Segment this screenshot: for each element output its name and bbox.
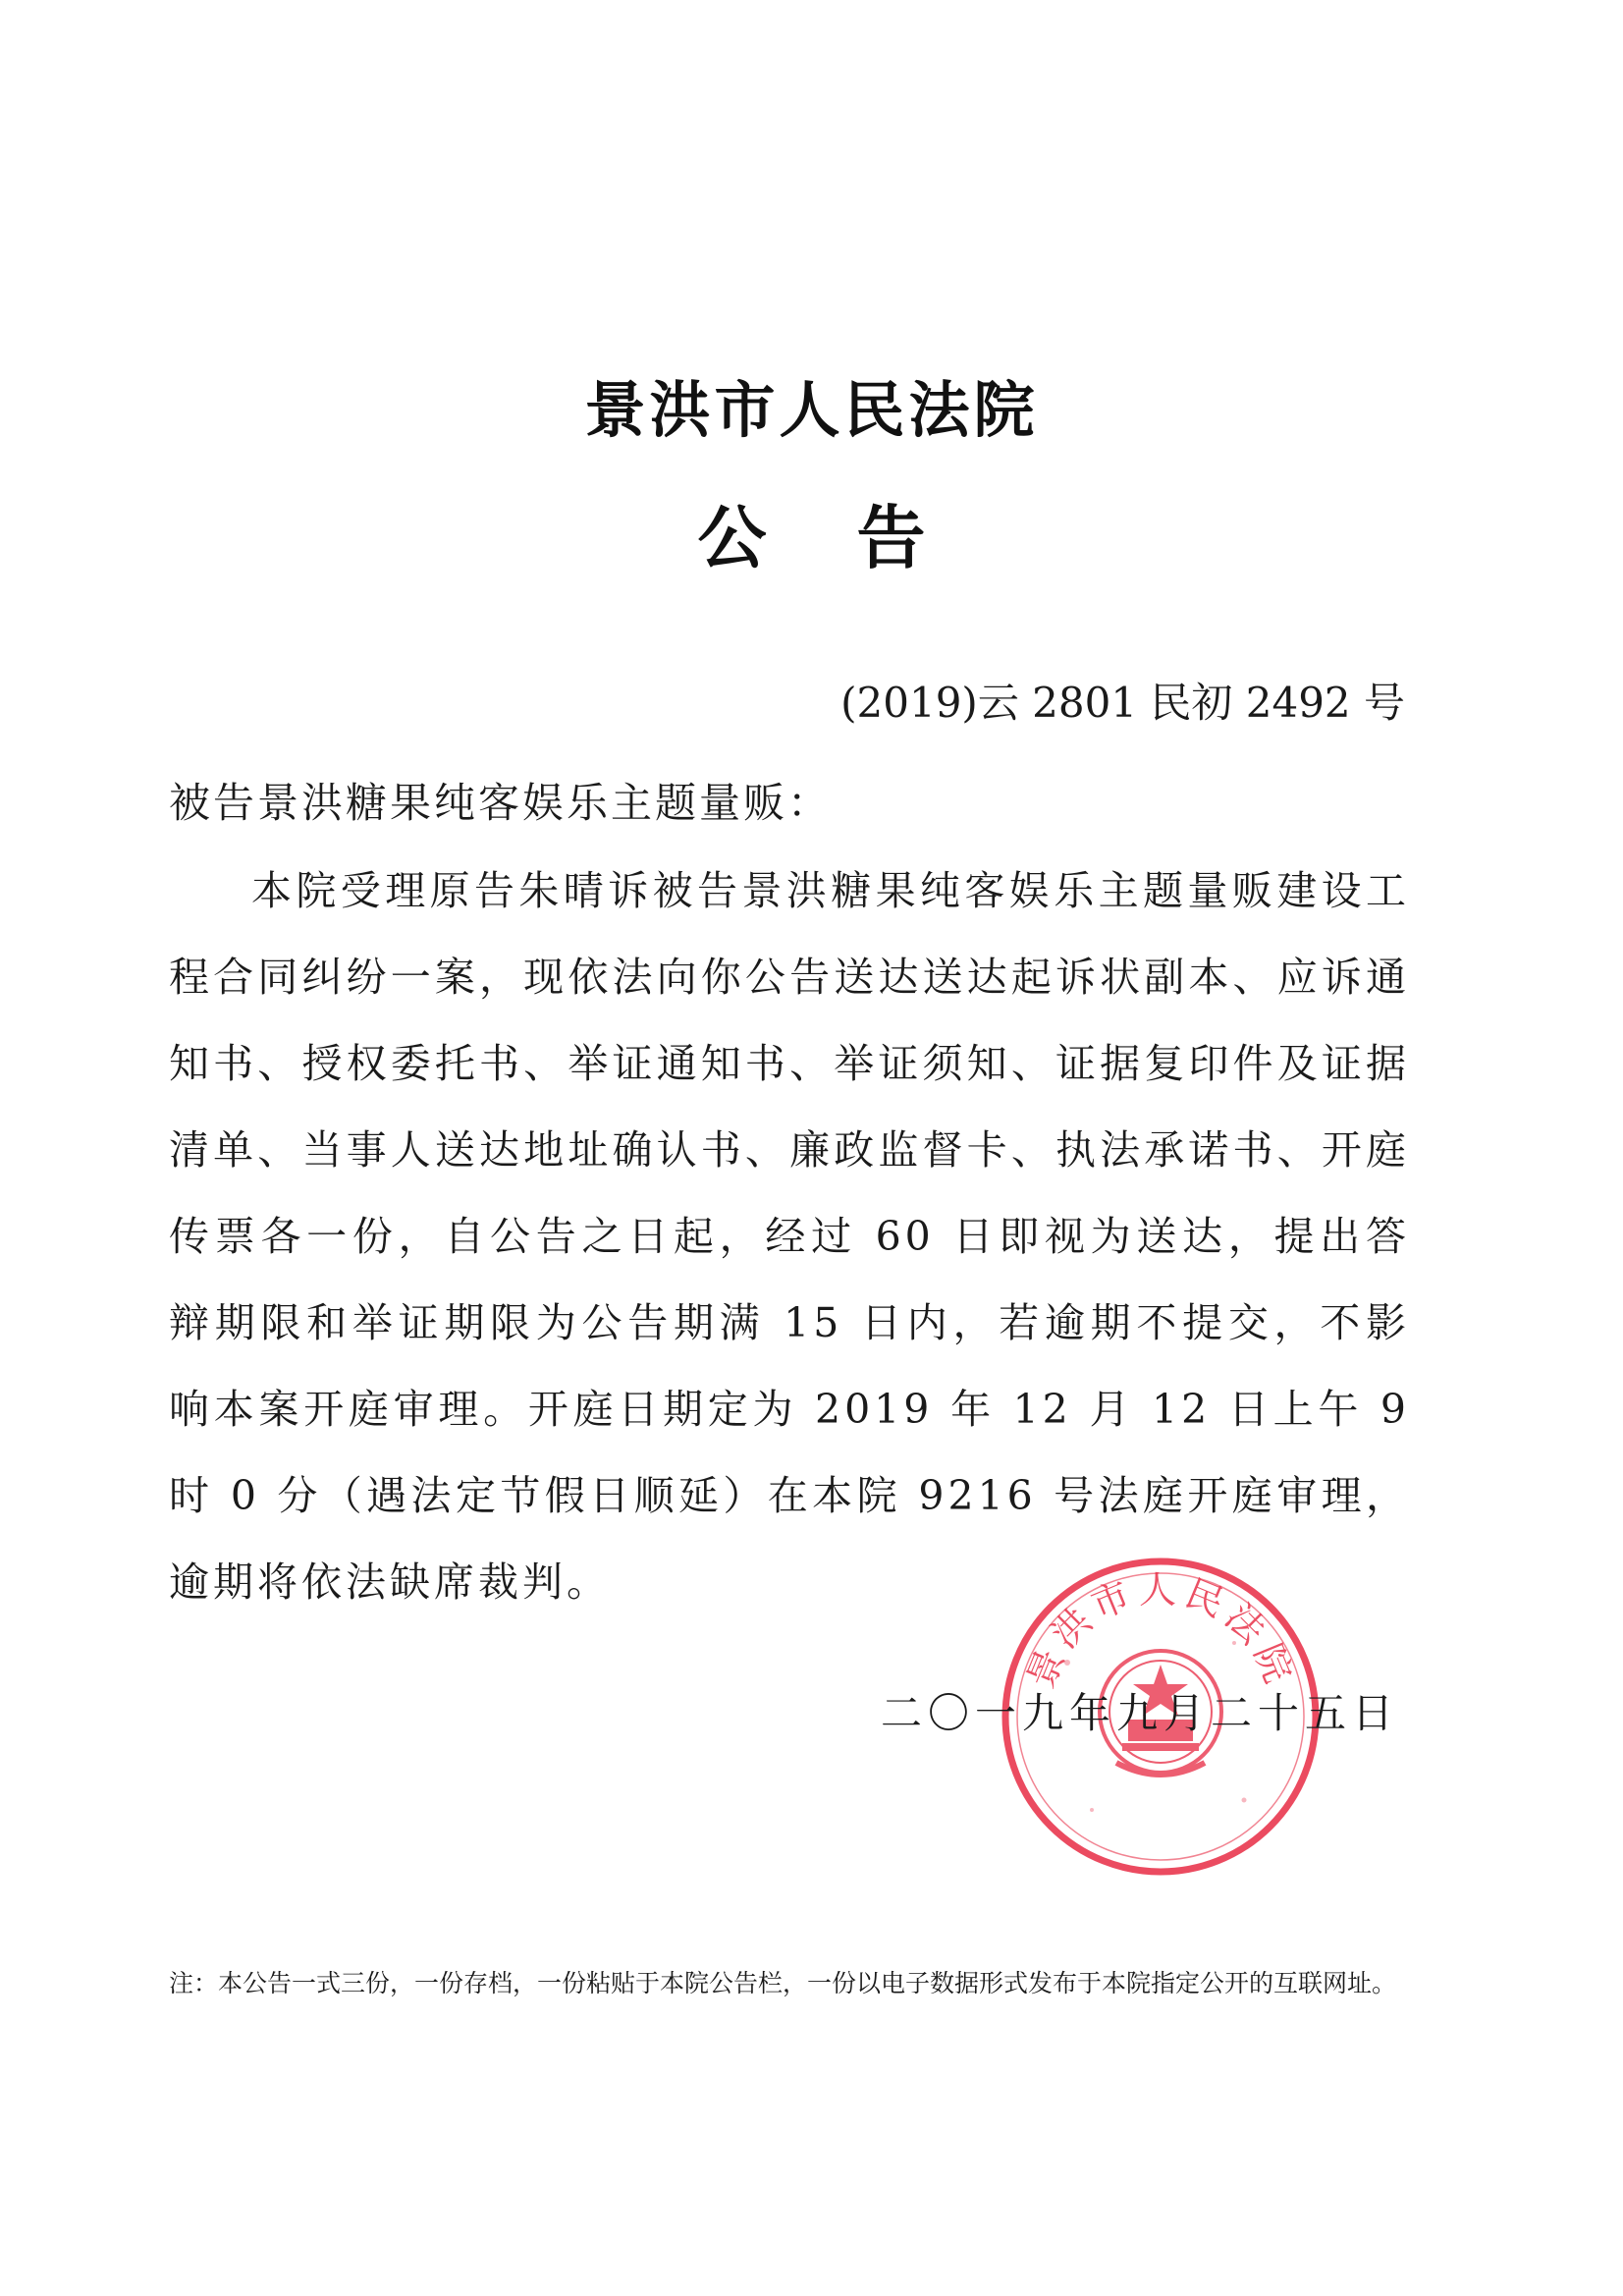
footnote: 注：本公告一式三份，一份存档，一份粘贴于本院公告栏，一份以电子数据形式发布于本院指定公开的互联网址。 [169, 1969, 1397, 1997]
seal-text: 景洪市人民法院 [1018, 1568, 1303, 1695]
court-name: 景洪市人民法院 [584, 374, 1039, 446]
notice-body: 本院受理原告朱晴诉被告景洪糖果纯客娱乐主题量贩建设工程合同纠纷一案，现依法向你公告送达送达起诉状副本、应诉通知书、授权委托书、举证通知书、举证须知、证据复印件及证据清单、当事人送达地址确认书、廉政监督卡、执法承诺书、开庭传票各一份，自公告之日起，经过 60 日即视为送达，提出答辩期限和举证期限为公告期满 15 日内，若逾期不提交，不影响本案开庭审理。开庭日期定为 2019 年 12 月 12 日上午 9 时 0 分（遇法定节假日顺延）在本院 9216 号法庭开庭审理，逾期将依法缺席裁判。 [169, 867, 1410, 1606]
addressee: 被告景洪糖果纯客娱乐主题量贩： [169, 779, 833, 827]
document-title: 公告 [697, 498, 1016, 578]
case-number: (2019)云 2801 民初 2492 号 [840, 679, 1405, 727]
issue-date: 二〇一九年九月二十五日 [880, 1689, 1399, 1737]
